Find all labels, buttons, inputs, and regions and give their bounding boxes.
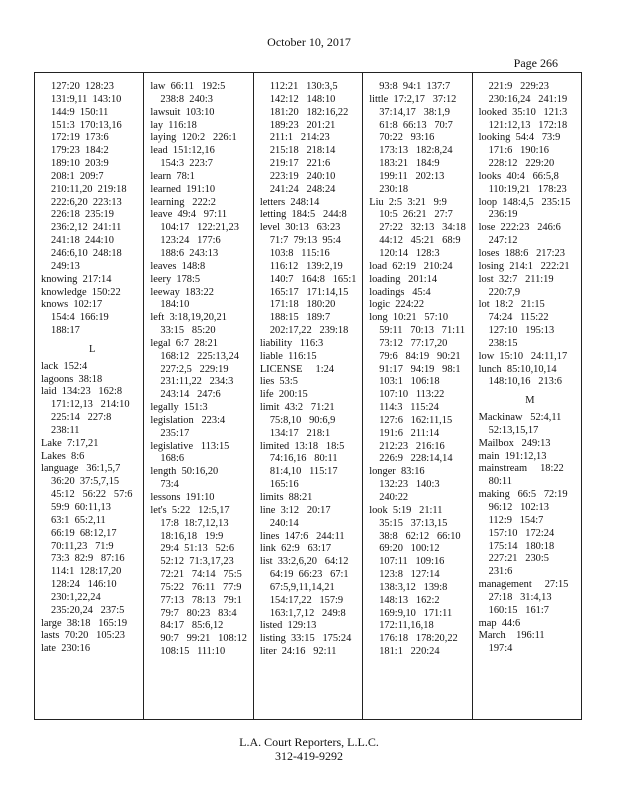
- index-continuation: 228:12 229:20: [488, 158, 555, 170]
- index-continuation: 163:1,7,12 249:8: [269, 607, 346, 619]
- index-continuation: 197:4: [488, 643, 513, 655]
- index-continuation: 169:9,10 171:11: [379, 607, 453, 619]
- index-continuation: 189:10 203:9: [51, 158, 109, 170]
- index-continuation: 241:18 244:10: [51, 235, 114, 247]
- index-continuation: 69:20 100:12: [379, 543, 440, 555]
- index-entry: lawsuit 103:10: [150, 106, 215, 118]
- index-continuation: 103:1 106:18: [379, 376, 440, 388]
- index-continuation: 227:21 230:5: [488, 553, 549, 565]
- index-continuation: 188:15 189:7: [269, 312, 331, 324]
- index-continuation: 75:8,10 90:6,9: [269, 414, 336, 426]
- index-continuation: 77:13 78:13 79:1: [160, 594, 242, 606]
- index-continuation: 236:19: [488, 209, 518, 221]
- index-entry: loop 148:4,5 235:15: [478, 196, 571, 208]
- index-continuation: 225:14 227:8: [51, 412, 112, 424]
- index-continuation: 70:11,23 71:9: [51, 540, 114, 552]
- index-continuation: 103:8 115:16: [269, 247, 330, 259]
- index-continuation: 240:14: [269, 517, 299, 529]
- index-entry: Liu 2:5 3:21 9:9: [369, 196, 447, 208]
- index-entry: Lakes 8:6: [41, 450, 85, 462]
- index-entry: language 36:1,5,7: [41, 463, 121, 475]
- index-entry: lose 222:23 246:6: [478, 222, 561, 234]
- index-continuation: 212:23 216:16: [379, 440, 445, 452]
- index-continuation: 184:10: [160, 299, 190, 311]
- index-continuation: 227:2,5 229:19: [160, 363, 229, 375]
- index-continuation: 236:2,12 241:11: [51, 222, 122, 234]
- index-entry: lines 147:6 244:11: [259, 530, 345, 542]
- index-continuation: 29:4 51:13 52:6: [160, 543, 235, 555]
- index-continuation: 104:17 122:21,23: [160, 222, 239, 234]
- index-entry: logic 224:22: [369, 299, 425, 311]
- index-continuation: 114:1 128:17,20: [51, 566, 122, 578]
- index-continuation: 210:11,20 219:18: [51, 183, 127, 195]
- index-continuation: 74:24 115:22: [488, 312, 549, 324]
- index-entry: making 66:5 72:19: [478, 489, 568, 501]
- index-continuation: 17:8 18:7,12,13: [160, 517, 229, 529]
- index-continuation: 112:21 130:3,5: [269, 81, 338, 92]
- index-continuation: 96:12 102:13: [488, 502, 549, 513]
- index-continuation: 202:17,22 239:18: [269, 325, 349, 337]
- page-number: Page 266: [513, 56, 558, 70]
- index-entry: legislative 113:15: [150, 440, 230, 452]
- index-continuation: 223:19 240:10: [269, 170, 336, 182]
- index-continuation: 172:19 173:6: [51, 132, 109, 144]
- section-letter: L: [89, 343, 96, 355]
- index-continuation: 247:12: [488, 235, 518, 247]
- index-continuation: 64:19 66:23 67:1: [269, 569, 349, 581]
- index-continuation: 243:14 247:6: [160, 389, 221, 401]
- index-continuation: 121:12,13 172:18: [488, 119, 568, 131]
- index-continuation: 165:16: [269, 479, 299, 491]
- index-continuation: 157:10 172:24: [488, 527, 555, 539]
- index-entry: liable 116:15: [259, 350, 317, 362]
- index-continuation: 80:11: [488, 476, 512, 488]
- index-continuation: 175:14 180:18: [488, 540, 555, 552]
- index-continuation: 144:9 150:11: [51, 106, 109, 118]
- index-entry: knows 102:17: [41, 299, 103, 311]
- index-continuation: 172:11,16,18: [379, 620, 434, 632]
- index-continuation: 226:9 228:14,14: [379, 453, 453, 465]
- index-continuation: 107:11 109:16: [379, 556, 445, 568]
- index-continuation: 154:3 223:7: [160, 158, 213, 170]
- index-continuation: 27:18 31:4,13: [488, 591, 552, 603]
- index-continuation: 116:12 139:2,19: [269, 260, 343, 272]
- index-entry: level 30:13 63:23: [259, 222, 341, 234]
- index-entry: legal 6:7 28:21: [150, 337, 218, 349]
- index-continuation: 66:19 68:12,17: [51, 527, 117, 539]
- index-entry: mainstream 18:22: [478, 463, 564, 475]
- index-entry: life 200:15: [259, 389, 308, 401]
- index-continuation: 90:7 99:21 108:12: [160, 633, 247, 645]
- index-entry: length 50:16,20: [150, 466, 219, 478]
- index-entry: limits 88:21: [259, 492, 313, 503]
- index-entry: low 15:10 24:11,17: [478, 350, 568, 362]
- section-letter: M: [525, 395, 535, 407]
- index-continuation: 191:6 211:14: [379, 427, 440, 439]
- index-entry: leery 178:5: [150, 273, 201, 285]
- index-entry: long 10:21 57:10: [369, 312, 449, 324]
- index-continuation: 176:18 178:20,22: [379, 633, 458, 645]
- index-entry: listed 129:13: [259, 620, 317, 632]
- index-continuation: 241:24 248:24: [269, 183, 336, 195]
- index-entry: lessons 191:10: [150, 492, 215, 503]
- index-entry: management 27:15: [478, 579, 569, 591]
- index-continuation: 238:8 240:3: [160, 93, 213, 105]
- index-continuation: 79:6 84:19 90:21: [379, 350, 461, 362]
- index-continuation: 238:11: [51, 424, 80, 436]
- footer-company: L.A. Court Reporters, L.L.C.: [239, 735, 379, 749]
- index-entry: looked 35:10 121:3: [478, 106, 568, 118]
- index-entry: link 62:9 63:17: [259, 543, 332, 555]
- index-entry: loses 188:6 217:23: [478, 247, 565, 259]
- index-continuation: 230:16,24 241:19: [488, 93, 568, 105]
- index-continuation: 44:12 45:21 68:9: [379, 235, 461, 247]
- index-continuation: 221:9 229:23: [488, 81, 549, 92]
- index-continuation: 188:17: [51, 325, 80, 337]
- index-entry: limit 43:2 71:21: [259, 402, 335, 414]
- index-continuation: 36:20 37:5,7,15: [51, 476, 120, 488]
- index-column-2: [144, 73, 253, 719]
- index-continuation: 107:10 113:22: [379, 389, 445, 401]
- index-entry: liability 116:3: [259, 337, 324, 349]
- index-continuation: 148:13 162:2: [379, 594, 440, 606]
- index-continuation: 127:10 195:13: [488, 325, 555, 337]
- index-entry: looking 54:4 73:9: [478, 132, 561, 144]
- index-entry: lunch 85:10,10,14: [478, 363, 557, 375]
- index-continuation: 171:12,13 214:10: [51, 399, 130, 411]
- index-continuation: 226:18 235:19: [51, 209, 114, 221]
- index-column-4: [363, 73, 472, 719]
- index-entry: lasts 70:20 105:23: [41, 630, 125, 642]
- index-entry: large 38:18 165:19: [41, 617, 128, 629]
- index-continuation: 123:8 127:14: [379, 569, 440, 581]
- footer-phone: 312-419-9292: [275, 749, 343, 763]
- word-index-table: [34, 72, 582, 720]
- index-entry: lagoons 38:18: [41, 373, 103, 385]
- index-continuation: 59:11 70:13 71:11: [379, 325, 466, 337]
- index-continuation: 75:22 76:11 77:9: [160, 581, 242, 593]
- index-entry: letters 248:14: [259, 196, 320, 208]
- index-continuation: 211:1 214:23: [269, 132, 330, 144]
- index-entry: line 3:12 20:17: [259, 504, 331, 516]
- index-continuation: 230:1,22,24: [51, 591, 101, 603]
- index-continuation: 240:22: [379, 492, 409, 503]
- index-continuation: 52:13,15,17: [488, 424, 539, 436]
- index-entry: main 191:12,13: [478, 450, 547, 462]
- index-entry: laying 120:2 226:1: [150, 132, 237, 144]
- index-entry: looks 40:4 66:5,8: [478, 170, 559, 182]
- index-continuation: 37:14,17 38:1,9: [379, 106, 450, 118]
- index-entry: Lake 7:17,21: [41, 437, 99, 449]
- index-entry: leaves 148:8: [150, 260, 206, 272]
- index-entry: left 3:18,19,20,21: [150, 312, 227, 324]
- index-continuation: 171:6 190:16: [488, 145, 549, 157]
- index-continuation: 35:15 37:13,15: [379, 517, 448, 529]
- index-continuation: 138:3,12 139:8: [379, 581, 448, 593]
- index-continuation: 127:6 162:11,15: [379, 414, 453, 426]
- index-entry: learn 78:1: [150, 170, 195, 182]
- index-continuation: 142:12 148:10: [269, 93, 336, 105]
- index-entry: Mailbox 249:13: [478, 437, 551, 449]
- index-entry: listing 33:15 175:24: [259, 633, 352, 645]
- index-entry: loadings 45:4: [369, 286, 431, 298]
- index-entry: lost 32:7 211:19: [478, 273, 554, 285]
- index-continuation: 120:14 128:3: [379, 247, 440, 259]
- index-continuation: 108:15 111:10: [160, 646, 226, 658]
- index-continuation: 73:3 82:9 87:16: [51, 553, 125, 565]
- index-continuation: 18:16,18 19:9: [160, 530, 224, 542]
- index-entry: lead 151:12,16: [150, 145, 215, 157]
- index-entry: legally 151:3: [150, 402, 208, 414]
- index-continuation: 154:4 166:19: [51, 312, 109, 324]
- index-continuation: 183:21 184:9: [379, 158, 440, 170]
- index-entry: look 5:19 21:11: [369, 504, 443, 516]
- index-continuation: 181:20 182:16,22: [269, 106, 349, 118]
- index-continuation: 168:6: [160, 453, 185, 465]
- index-continuation: 74:16,16 80:11: [269, 453, 338, 465]
- index-entry: March 196:11: [478, 630, 545, 642]
- index-continuation: 140:7 164:8 165:1: [269, 273, 357, 285]
- index-continuation: 114:3 115:24: [379, 402, 439, 414]
- index-entry: learning 222:2: [150, 196, 216, 208]
- index-entry: losing 214:1 222:21: [478, 260, 570, 272]
- index-entry: list 33:2,6,20 64:12: [259, 556, 349, 568]
- index-continuation: 179:23 184:2: [51, 145, 109, 157]
- index-continuation: 72:21 74:14 75:5: [160, 569, 242, 581]
- index-continuation: 238:15: [488, 337, 518, 349]
- index-entry: leave 49:4 97:11: [150, 209, 228, 221]
- index-continuation: 33:15 85:20: [160, 325, 216, 337]
- index-entry: little 17:2,17 37:12: [369, 93, 457, 105]
- index-continuation: 208:1 209:7: [51, 170, 104, 182]
- index-entry: longer 83:16: [369, 466, 425, 478]
- index-continuation: 249:13: [51, 260, 80, 272]
- index-entry: late 230:16: [41, 643, 91, 655]
- index-entry: Mackinaw 52:4,11: [478, 412, 562, 424]
- index-continuation: 110:19,21 178:23: [488, 183, 567, 195]
- index-column-1: [35, 73, 144, 719]
- index-continuation: 10:5 26:21 27:7: [379, 209, 453, 221]
- index-continuation: 70:22 93:16: [379, 132, 435, 144]
- index-continuation: 73:4: [160, 479, 179, 491]
- index-continuation: 123:24 177:6: [160, 235, 221, 247]
- index-continuation: 84:17 85:6,12: [160, 620, 224, 632]
- index-entry: laid 134:23 162:8: [41, 386, 123, 398]
- index-entry: lay 116:18: [150, 119, 197, 131]
- index-continuation: 188:6 243:13: [160, 247, 219, 259]
- index-entry: limited 13:18 18:5: [259, 440, 345, 452]
- index-continuation: 173:13 182:8,24: [379, 145, 453, 157]
- index-continuation: 132:23 140:3: [379, 479, 440, 491]
- index-continuation: 148:10,16 213:6: [488, 376, 562, 388]
- index-continuation: 189:23 201:21: [269, 119, 336, 131]
- index-continuation: 199:11 202:13: [379, 170, 445, 182]
- index-entry: let's 5:22 12:5,17: [150, 504, 230, 516]
- index-column-5: [473, 73, 581, 719]
- index-continuation: 38:8 62:12 66:10: [379, 530, 461, 542]
- index-continuation: 165:17 171:14,15: [269, 286, 349, 298]
- index-continuation: 67:5,9,11,14,21: [269, 581, 335, 593]
- index-continuation: 222:6,20 223:13: [51, 196, 122, 208]
- index-continuation: 246:6,10 248:18: [51, 247, 122, 259]
- index-continuation: 168:12 225:13,24: [160, 350, 239, 362]
- index-entry: lack 152:4: [41, 360, 88, 372]
- index-continuation: 231:11,22 234:3: [160, 376, 234, 388]
- index-column-3: [254, 73, 363, 719]
- index-entry: knowledge 150:22: [41, 286, 121, 298]
- index-continuation: 71:7 79:13 95:4: [269, 235, 341, 247]
- index-continuation: 79:7 80:23 83:4: [160, 607, 237, 619]
- index-entry: knowing 217:14: [41, 273, 112, 285]
- index-continuation: 112:9 154:7: [488, 514, 544, 526]
- index-continuation: 128:24 146:10: [51, 579, 117, 591]
- index-entry: liter 24:16 92:11: [259, 646, 337, 658]
- index-entry: map 44:6: [478, 617, 521, 629]
- index-entry: load 62:19 210:24: [369, 260, 453, 272]
- index-entry: lot 18:2 21:15: [478, 299, 545, 311]
- header-date: October 10, 2017: [267, 35, 351, 49]
- index-entry: loading 201:14: [369, 273, 438, 285]
- index-continuation: 134:17 218:1: [269, 427, 331, 439]
- index-continuation: 131:9,11 143:10: [51, 93, 122, 105]
- index-continuation: 81:4,10 115:17: [269, 466, 338, 478]
- index-continuation: 235:20,24 237:5: [51, 604, 125, 616]
- index-continuation: 91:17 94:19 98:1: [379, 363, 461, 375]
- index-continuation: 219:17 221:6: [269, 158, 331, 170]
- index-continuation: 181:1 220:24: [379, 646, 440, 658]
- index-entry: letting 184:5 244:8: [259, 209, 347, 221]
- index-continuation: 230:18: [379, 183, 409, 195]
- index-entry: lies 53:5: [259, 376, 298, 388]
- index-entry: LICENSE 1:24: [259, 363, 334, 375]
- index-continuation: 231:6: [488, 566, 513, 578]
- index-continuation: 93:8 94:1 137:7: [379, 81, 451, 92]
- index-continuation: 127:20 128:23: [51, 81, 114, 92]
- index-continuation: 235:17: [160, 427, 190, 439]
- index-continuation: 171:18 180:20: [269, 299, 336, 311]
- index-continuation: 160:15 161:7: [488, 604, 549, 616]
- index-entry: leeway 183:22: [150, 286, 214, 298]
- index-continuation: 215:18 218:14: [269, 145, 336, 157]
- index-continuation: 151:3 170:13,16: [51, 119, 122, 131]
- index-continuation: 27:22 32:13 34:18: [379, 222, 466, 234]
- index-continuation: 220:7,9: [488, 286, 521, 298]
- index-continuation: 73:12 77:17,20: [379, 337, 448, 349]
- index-entry: legislation 223:4: [150, 414, 226, 426]
- index-continuation: 154:17,22 157:9: [269, 594, 344, 606]
- index-continuation: 59:9 60:11,13: [51, 502, 111, 513]
- index-continuation: 52:12 71:3,17,23: [160, 556, 234, 568]
- index-entry: law 66:11 192:5: [150, 81, 226, 92]
- index-continuation: 63:1 65:2,11: [51, 514, 106, 526]
- index-entry: learned 191:10: [150, 183, 216, 195]
- index-continuation: 45:12 56:22 57:6: [51, 489, 133, 501]
- index-continuation: 61:8 66:13 70:7: [379, 119, 453, 131]
